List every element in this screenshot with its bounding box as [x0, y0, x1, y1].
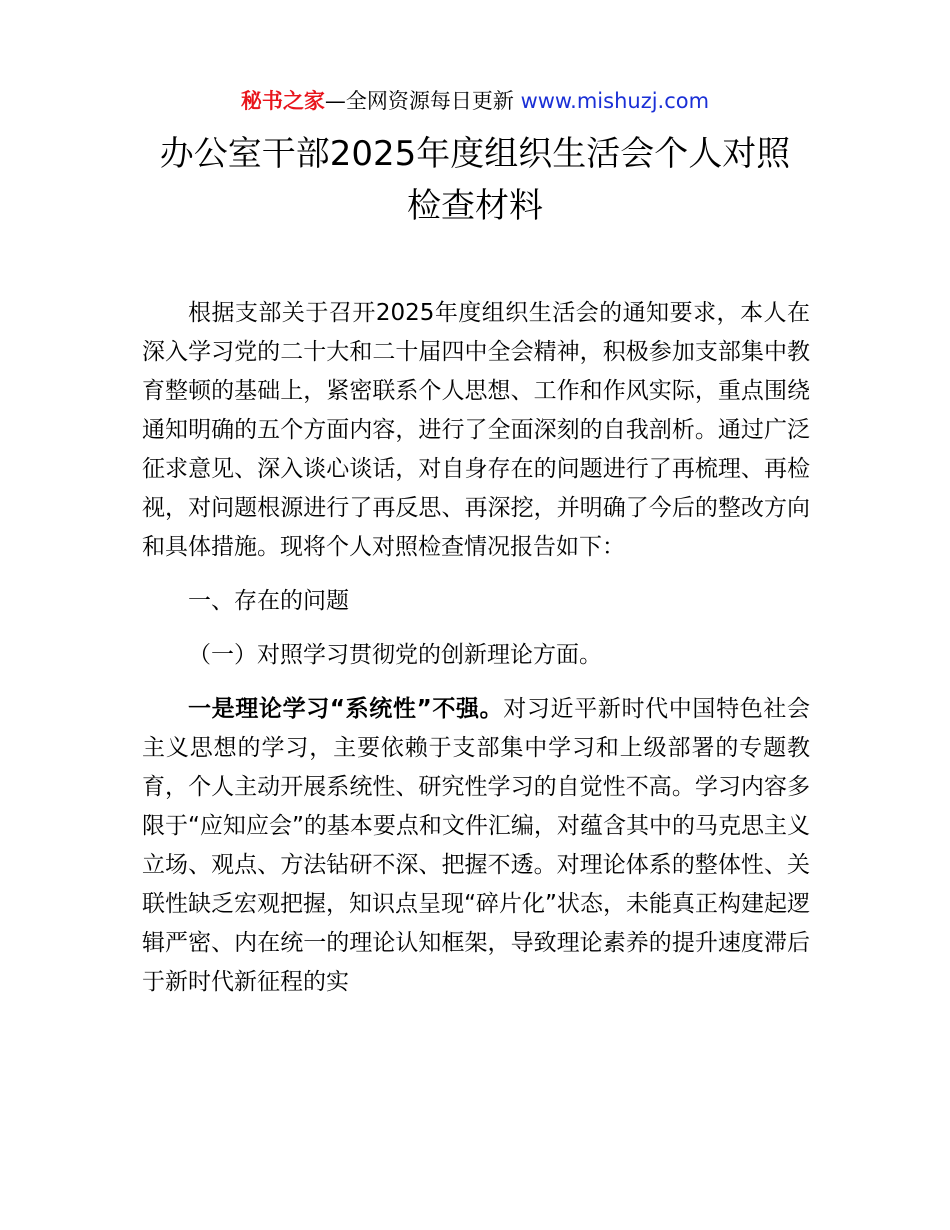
point-body: 对习近平新时代中国特色社会主义思想的学习，主要依赖于支部集中学习和上级部署的专题教育，个人主动开展系统性、研究性学习的自觉性不高。学习内容多限于“应知应会”的基本要点和文件汇编，对蕴含其中的马克思主义立场、观点、方法钻研不深、把握不透。对理论体系的整体性、关联性缺乏宏观把握，知识点呈现“碎片化”状态，未能真正构建起逻辑严密、内在统一的理论认知框架，导致理论素养的提升速度滞后于新时代新征程的实: [142, 696, 811, 995]
point-lead: 一是理论学习“系统性”不强。: [188, 696, 504, 722]
site-header: [0, 86, 950, 116]
document-title: [100, 128, 850, 232]
document-body: [142, 294, 810, 1002]
title-line-2: 检查材料: [407, 186, 543, 226]
subsection-heading: （一）对照学习贯彻党的创新理论方面。: [188, 642, 602, 668]
section-heading: 一、存在的问题: [188, 588, 349, 614]
intro-paragraph: 根据支部关于召开2025年度组织生活会的通知要求，本人在深入学习党的二十大和二十届四中全会精神，积极参加支部集中教育整顿的基础上，紧密联系个人思想、工作和作风实际，重点围绕通知明确的五个方面内容，进行了全面深刻的自我剖析。通过广泛征求意见、深入谈心谈话，对自身存在的问题进行了再梳理、再检视，对问题根源进行了再反思、再深挖，并明确了今后的整改方向和具体措施。现将个人对照检查情况报告如下：: [142, 300, 810, 560]
brand-name: 秘书之家: [240, 89, 325, 113]
site-url-link[interactable]: www.mishuzj.com: [520, 89, 710, 113]
point-paragraph: [142, 690, 810, 1002]
header-tagline: —全网资源每日更新: [324, 89, 514, 113]
title-line-1: 办公室干部2025年度组织生活会个人对照: [159, 134, 791, 174]
